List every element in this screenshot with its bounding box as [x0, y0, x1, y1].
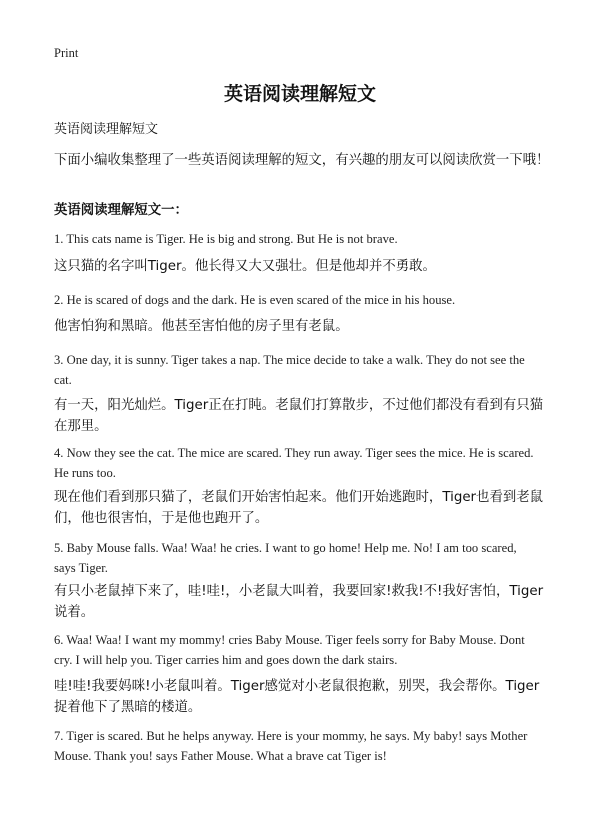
english-paragraph-4: 4. Now they see the cat. The mice are scared. They run away. Tiger sees the mice. He is scared. He runs too. — [54, 446, 534, 480]
chinese-paragraph-6: 哇!哇!我要妈咪!小老鼠叫着。Tiger感觉对小老鼠很抱歉，别哭，我会帮你。Tiger捉着他下了黑暗的楼道。 — [54, 679, 540, 715]
english-paragraph-2: 2. He is scared of dogs and the dark. He is even scared of the mice in his house. — [54, 293, 456, 307]
print-link[interactable]: Print — [54, 46, 79, 60]
chinese-paragraph-4: 现在他们看到那只猫了，老鼠们开始害怕起来。他们开始逃跑时，Tiger也看到老鼠们，他也很害怕，于是他也跑开了。 — [54, 490, 544, 526]
chinese-paragraph-3: 有一天，阳光灿烂。Tiger正在打盹。老鼠们打算散步，不过他们都没有看到有只猫在那里。 — [54, 398, 544, 434]
english-paragraph-5: 5. Baby Mouse falls. Waa! Waa! he cries. I want to go home! Help me. No! I am too scared, says Tiger. — [54, 541, 517, 575]
english-paragraph-7: 7. Tiger is scared. But he helps anyway. Here is your mommy, he says. My baby! says Mother Mouse. Thank you! says Father Mouse. What a brave cat Tiger is! — [54, 729, 528, 763]
intro-paragraph: 下面小编收集整理了一些英语阅读理解的短文，有兴趣的朋友可以阅读欣赏一下哦！ — [54, 153, 550, 168]
section-heading: 英语阅读理解短文一： — [54, 203, 188, 218]
chinese-paragraph-1: 这只猫的名字叫Tiger。他长得又大又强壮。但是他却并不勇敢。 — [54, 259, 436, 274]
english-paragraph-3: 3. One day, it is sunny. Tiger takes a nap. The mice decide to take a walk. They do not see the cat. — [54, 353, 525, 387]
chinese-paragraph-5: 有只小老鼠掉下来了，哇!哇!，小老鼠大叫着，我要回家!救我!不!我好害怕，Tiger说着。 — [54, 584, 544, 620]
page-title: 英语阅读理解短文 — [223, 83, 376, 105]
article-subtitle: 英语阅读理解短文 — [54, 122, 159, 137]
english-paragraph-1: 1. This cats name is Tiger. He is big and strong. But He is not brave. — [54, 232, 398, 246]
chinese-paragraph-2: 他害怕狗和黑暗。他甚至害怕他的房子里有老鼠。 — [54, 319, 349, 334]
english-paragraph-6: 6. Waa! Waa! I want my mommy! cries Baby Mouse. Tiger feels sorry for Baby Mouse. Dont cry. I will help you. Tiger carries him and goes down the dark stairs. — [54, 633, 525, 667]
